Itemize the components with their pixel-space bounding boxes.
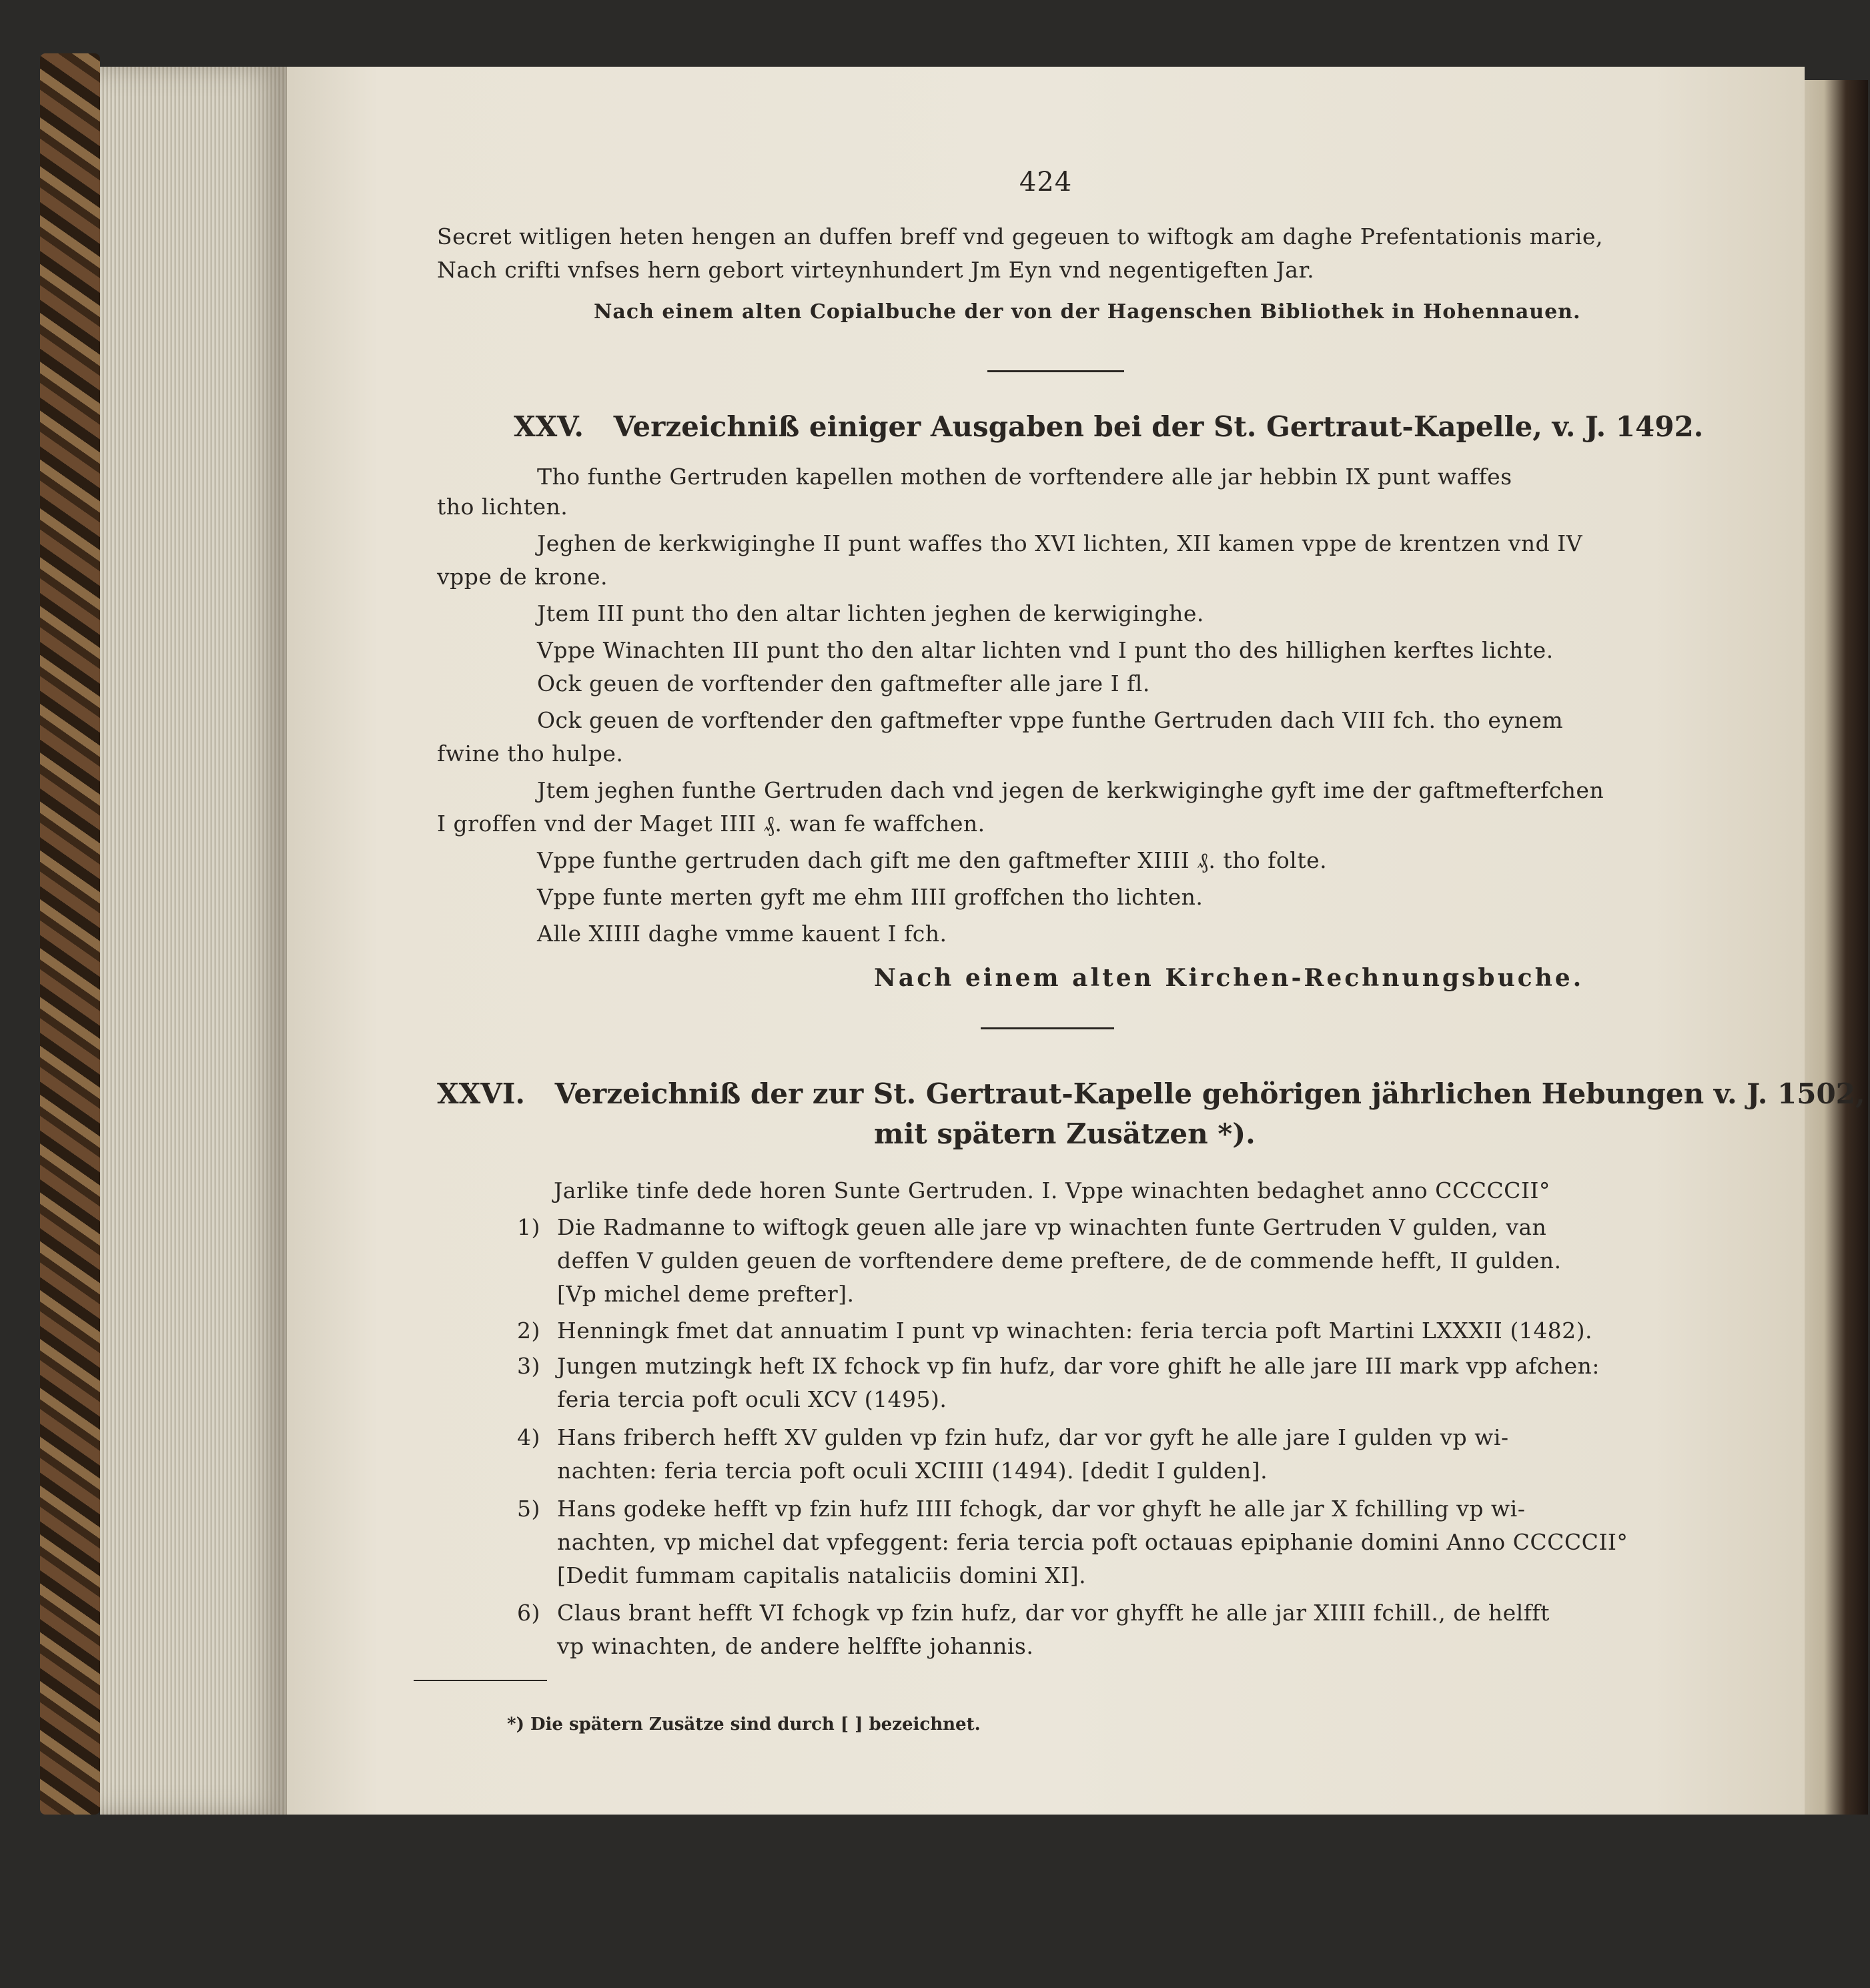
xxv-line-12: Vppe funthe gertruden dach gift me den gaftmefter XIIII ₰. tho folte. bbox=[537, 847, 1328, 873]
item-1-line-3: [Vp michel deme prefter]. bbox=[557, 1281, 855, 1307]
item-number: 2) bbox=[517, 1318, 540, 1344]
list-item-6 bbox=[517, 1600, 1550, 1626]
item-5-line-2: nachten, vp michel dat vpfeggent: feria tercia poft octauas epiphanie domini Anno CCCCCII° bbox=[557, 1529, 1628, 1555]
section-xxvi-numeral: XXVI. bbox=[437, 1077, 526, 1110]
xxv-line-4: vppe de krone. bbox=[437, 564, 608, 590]
xxv-line-13: Vppe funte merten gyft me ehm IIII groffchen tho lichten. bbox=[537, 884, 1204, 910]
xxv-line-3: Jeghen de kerkwiginghe II punt waffes tho XVI lichten, XII kamen vppe de krentzen vnd IV bbox=[537, 530, 1583, 556]
page-number: 424 bbox=[1019, 167, 1073, 197]
item-number: 3) bbox=[517, 1353, 540, 1379]
intro-line-1: Secret witligen heten hengen an duffen breff vnd gegeuen to wiftogk am daghe Prefentationis marie, bbox=[437, 223, 1603, 250]
xxv-line-10: Jtem jeghen funthe Gertruden dach vnd jegen de kerkwiginghe gyft ime der gaftmefterfchen bbox=[537, 777, 1604, 803]
item-line: Hans friberch hefft XV gulden vp fzin hufz, dar vor gyft he alle jare I gulden vp wi- bbox=[557, 1424, 1509, 1450]
item-line: Hans godeke hefft vp fzin hufz IIII fchogk, dar vor ghyft he alle jar X fchilling vp wi- bbox=[557, 1496, 1526, 1522]
list-item-1 bbox=[517, 1214, 1546, 1240]
section-xxv-heading bbox=[514, 410, 1703, 443]
intro-source: Nach einem alten Copialbuche der von der Hagenschen Bibliothek in Hohennauen. bbox=[594, 300, 1581, 324]
list-item-3 bbox=[517, 1353, 1600, 1379]
item-number: 5) bbox=[517, 1496, 540, 1522]
section-xxv-title: Verzeichniß einiger Ausgaben bei der St. Gertraut-Kapelle, v. J. 1492. bbox=[613, 410, 1704, 443]
item-3-line-2: feria tercia poft oculi XCV (1495). bbox=[557, 1386, 947, 1412]
xxv-line-8: Ock geuen de vorftender den gaftmefter vppe funthe Gertruden dach VIII fch. tho eynem bbox=[537, 707, 1564, 733]
xxv-line-5: Jtem III punt tho den altar lichten jeghen de kerwiginghe. bbox=[537, 600, 1204, 626]
right-page-edges bbox=[1795, 80, 1868, 1815]
item-line: Jungen mutzingk heft IX fchock vp fin hufz, dar vore ghift he alle jare III mark vpp afchen: bbox=[557, 1353, 1600, 1379]
xxvi-intro: Jarlike tinfe dede horen Sunte Gertruden. I. Vppe winachten bedaghet anno CCCCCII° bbox=[554, 1177, 1550, 1203]
item-1-line-2: deffen V gulden geuen de vorftendere deme preftere, de de commende hefft, II gulden. bbox=[557, 1248, 1562, 1274]
footnote: *) Die spätern Zusätze sind durch [ ] bezeichnet. bbox=[507, 1714, 981, 1734]
list-item-2 bbox=[517, 1318, 1592, 1344]
xxv-line-14: Alle XIIII daghe vmme kauent I fch. bbox=[537, 921, 947, 947]
item-line: Claus brant hefft VI fchogk vp fzin hufz, dar vor ghyfft he alle jar XIIII fchill., de helfft bbox=[557, 1600, 1550, 1626]
item-line: Die Radmanne to wiftogk geuen alle jare vp winachten funte Gertruden V gulden, van bbox=[557, 1214, 1547, 1240]
xxv-line-6: Vppe Winachten III punt tho den altar lichten vnd I punt tho des hillighen kerftes lichte. bbox=[537, 637, 1554, 663]
item-5-line-3: [Dedit fummam capitalis nataliciis domini XI]. bbox=[557, 1562, 1087, 1588]
intro-line-2: Nach crifti vnfses hern gebort virteynhundert Jm Eyn vnd negentigeften Jar. bbox=[437, 257, 1315, 283]
section-xxvi-title-line1: Verzeichniß der zur St. Gertraut-Kapelle gehörigen jährlichen Hebungen v. J. 1502, bbox=[554, 1077, 1865, 1110]
xxv-line-1: Tho funthe Gertruden kapellen mothen de vorftendere alle jar hebbin IX punt waffes bbox=[537, 464, 1512, 490]
section-xxvi-heading bbox=[437, 1077, 1865, 1110]
item-number: 1) bbox=[517, 1214, 540, 1240]
separator-rule-2 bbox=[981, 1027, 1114, 1029]
section-xxv-numeral: XXV. bbox=[514, 410, 584, 443]
section-xxvi-title-line2: mit spätern Zusätzen *). bbox=[874, 1117, 1256, 1150]
item-line: Henningk fmet dat annuatim I punt vp winachten: feria tercia poft Martini LXXXII (1482). bbox=[557, 1318, 1593, 1344]
item-4-line-2: nachten: feria tercia poft oculi XCIIII (1494). [dedit I gulden]. bbox=[557, 1458, 1268, 1484]
xxv-line-2: tho lichten. bbox=[437, 494, 568, 520]
xxv-line-11: I groffen vnd der Maget IIII ₰. wan fe waffchen. bbox=[437, 811, 985, 837]
item-number: 6) bbox=[517, 1600, 540, 1626]
footnote-rule bbox=[414, 1680, 547, 1681]
page-edges bbox=[100, 67, 287, 1815]
list-item-4 bbox=[517, 1424, 1509, 1450]
book-cover-marbled bbox=[40, 53, 100, 1815]
list-item-5 bbox=[517, 1496, 1525, 1522]
separator-rule-1 bbox=[987, 370, 1124, 372]
xxv-source: Nach einem alten Kirchen-Rechnungsbuche. bbox=[874, 964, 1584, 992]
item-number: 4) bbox=[517, 1424, 540, 1450]
item-6-line-2: vp winachten, de andere helffte johannis. bbox=[557, 1633, 1034, 1659]
book-page bbox=[287, 67, 1865, 1815]
xxv-line-7: Ock geuen de vorftender den gaftmefter alle jare I fl. bbox=[537, 670, 1150, 696]
xxv-line-9: fwine tho hulpe. bbox=[437, 740, 624, 767]
